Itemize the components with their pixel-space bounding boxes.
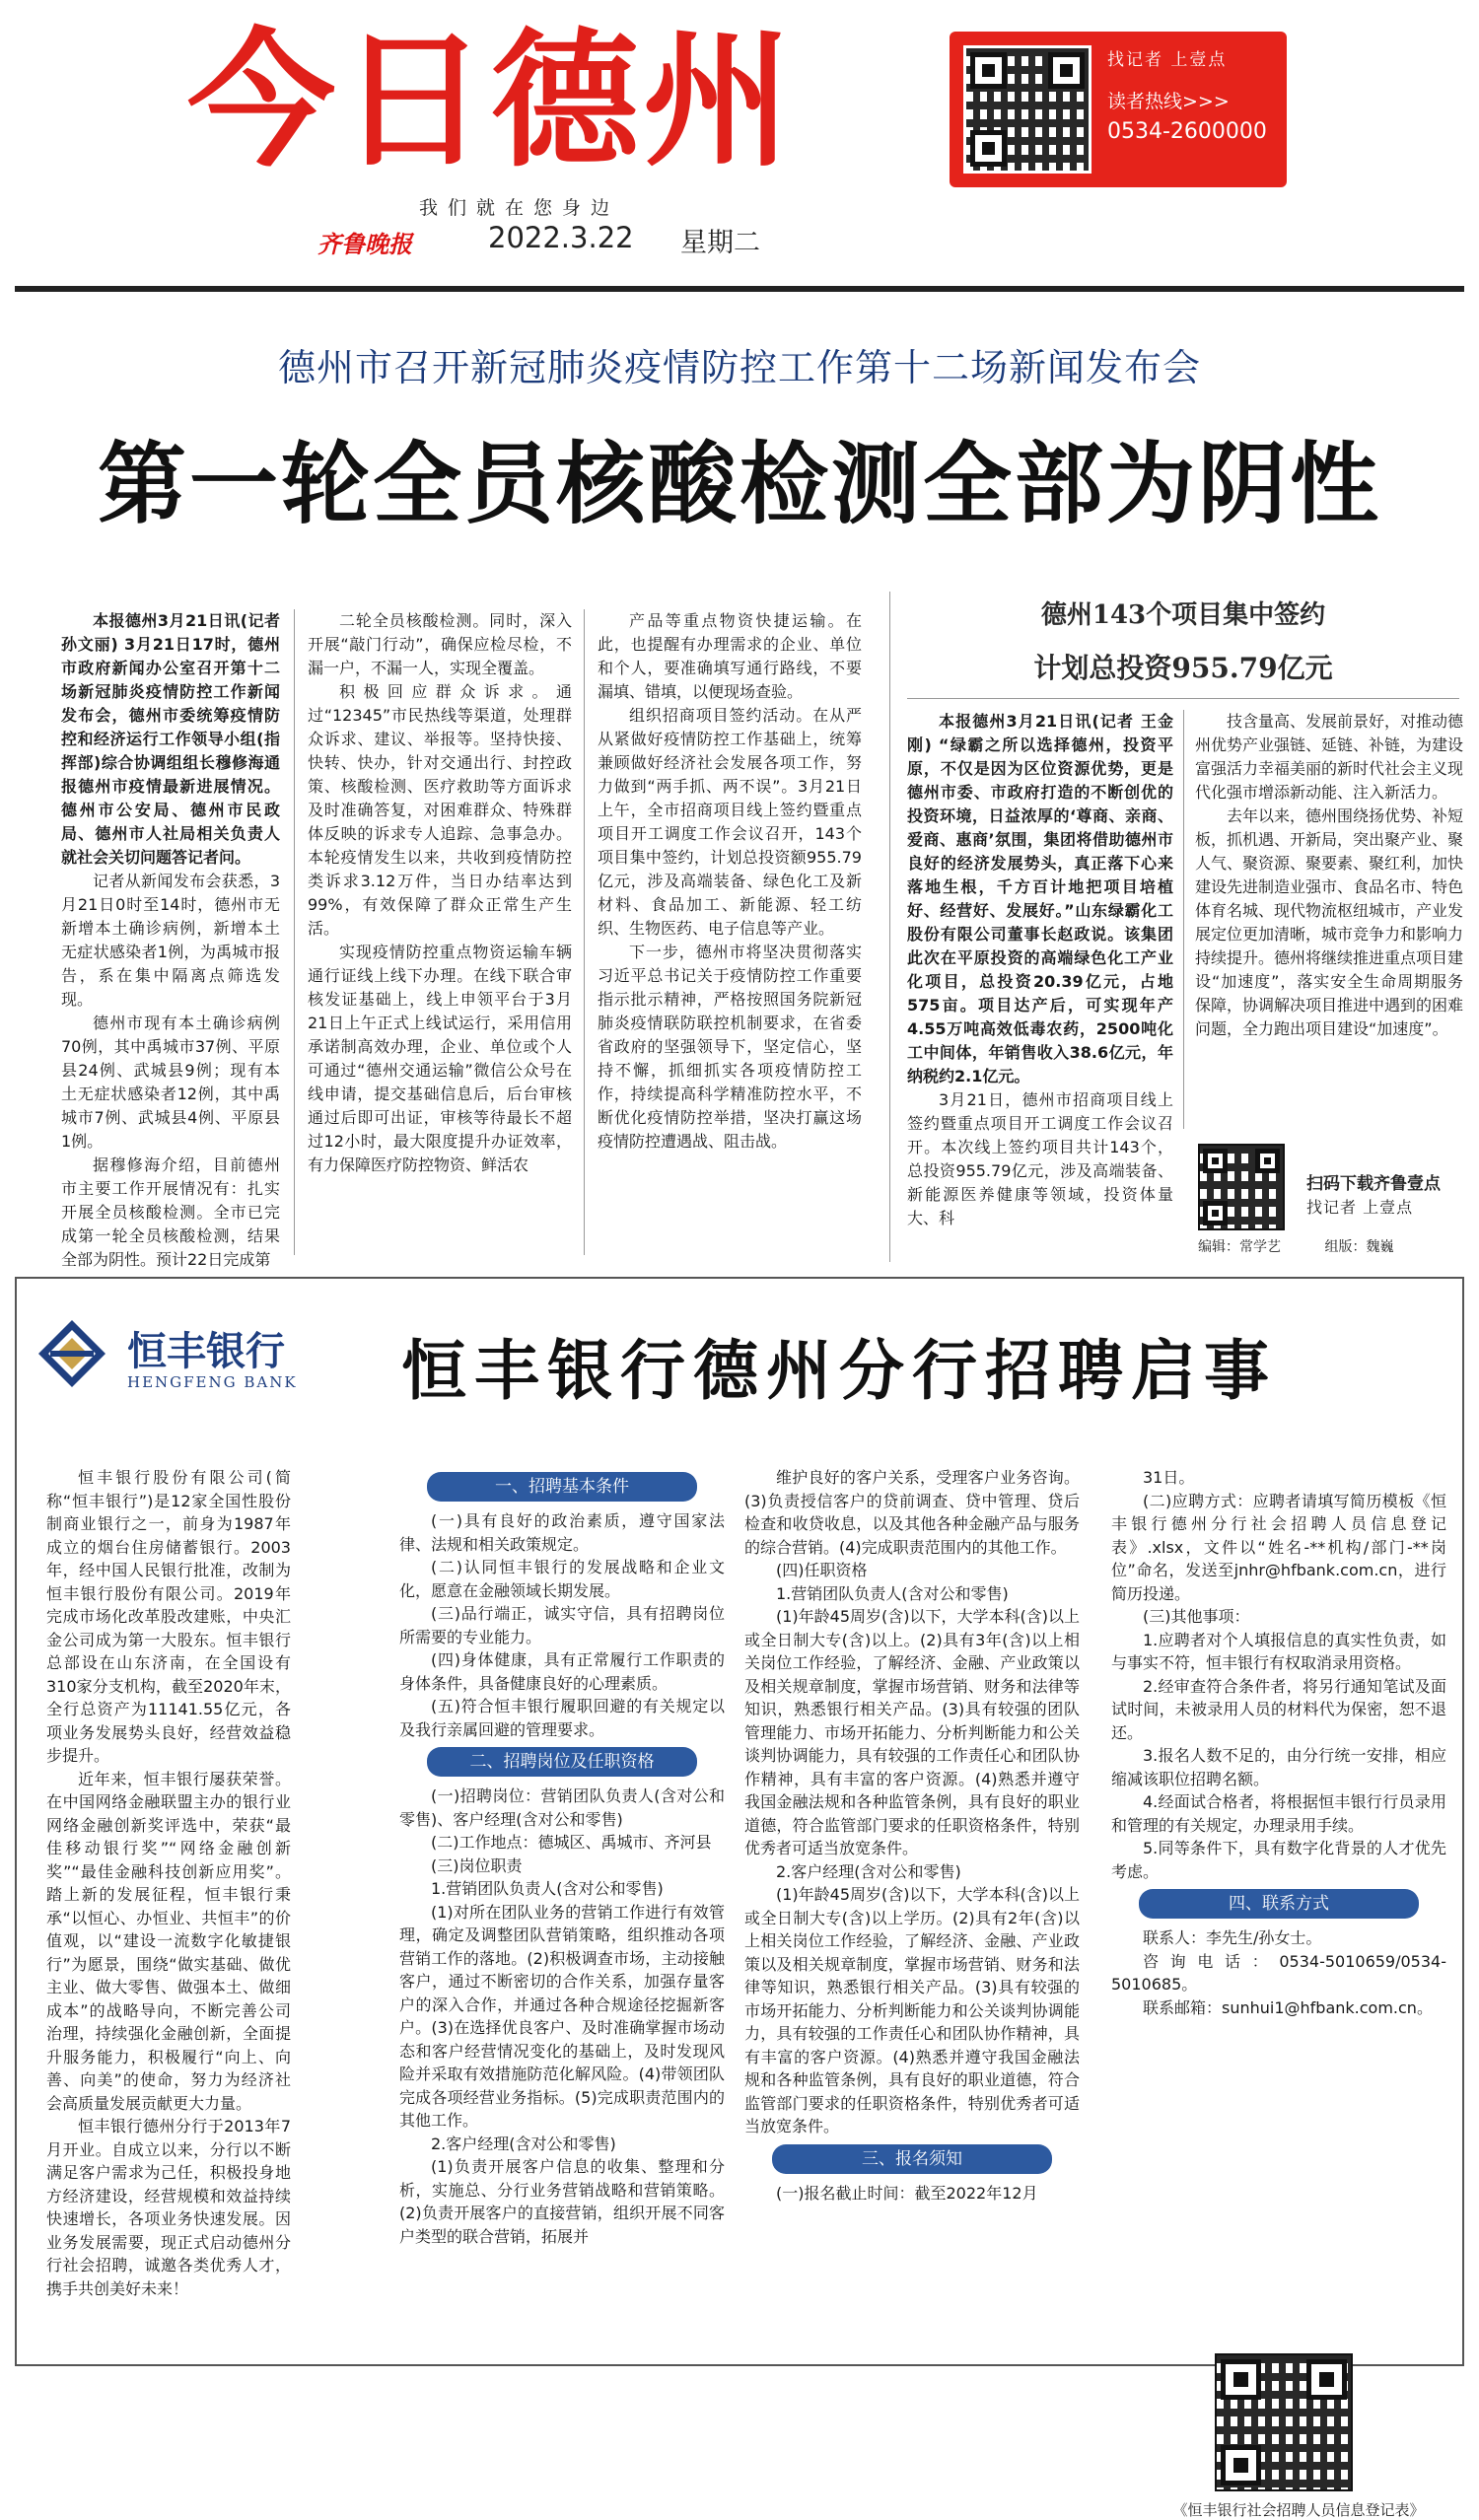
paragraph: 实现疫情防控重点物资运输车辆通行证线上线下办理。在线下联合审核发证基础上，线上申领平台于3月21日上午正式上线试运行，采用信用承诺制高效办理，企业、单位或个人可通过“德州交通运输”微信公众号在线申请，提交基础信息后，后台审核通过后即可出证，审核等待最长不超过12小时，最大限度提升办证效率，有力保障医疗防控物资、鲜活农 xyxy=(308,943,572,1174)
editor-credits xyxy=(1198,1236,1433,1256)
hotline-number: 0534-2600000 xyxy=(1107,119,1267,144)
ad-column-4 xyxy=(1111,1466,1446,2097)
designer-name: 组版：魏巍 xyxy=(1324,1239,1394,1255)
paragraph: 1.应聘者对个人填报信息的真实性负责，如与事实不符，恒丰银行有权取消录用资格。 xyxy=(1111,1630,1446,1672)
paragraph: 下一步，德州市将坚决贯彻落实习近平总书记关于疫情防控工作重要指示批示精神，严格按照国务院新冠肺炎疫情联防联控机制要求，在省委省政府的坚强领导下，坚定信心，坚持不懈，抓细抓实各项疫情防控工作，持续提高科学精准防控水平，不断优化疫情防控举措，坚决打赢这场疫情防控遭遇战、阻击战。 xyxy=(598,943,862,1151)
paragraph: 近年来，恒丰银行屡获荣誉。在中国网络金融联盟主办的银行业网络金融创新奖评选中，荣获“最佳移动银行奖”“网络金融创新奖”“最佳金融科技创新应用奖”。踏上新的发展征程，恒丰银行秉承“以恒心、办恒业、共恒丰”的价值观，以“建设一流数字化敏捷银行”为愿景，围绕“做实基础、做优主业、做大零售、做强本土、做细成本”的战略导向，不断完善公司治理，持续强化金融创新，全面提升服务能力，积极履行“向上、向善、向美”的使命，努力为经济社会高质量发展贡献更大力量。 xyxy=(46,1769,291,2113)
paragraph: 二轮全员核酸检测。同时，深入开展“敲门行动”，确保应检尽检，不漏一户，不漏一人，实现全覆盖。 xyxy=(308,611,572,677)
paragraph: 德州市现有本土确诊病例70例，其中禹城市37例、平原县24例、武城县9例；现有本土无症状感染者12例，其中禹城市7例、武城县4例、平原县1例。 xyxy=(61,1014,280,1151)
column-divider xyxy=(889,592,890,1262)
paragraph: (1)年龄45周岁(含)以下，大学本科(含)以上或全日制大专(含)以上学历。(2)具有2年(含)以上相关岗位工作经验，了解经济、金融、产业政策以及相关规章制度，掌握市场营销、财务和法律等知识，熟悉银行相关产品。(3)具有较强的市场开拓能力、分析判断能力和公关谈判协调能力，具有较强的工作责任心和团队协作精神，具有丰富的客户资源。(4)熟悉并遵守我国金融法规和各种监管条例，具有良好的职业道德，符合监管部门要求的任职资格条件，特别优秀者可适当放宽条件。 xyxy=(744,1885,1080,2135)
bank-name-cn: 恒丰银行 xyxy=(127,1329,285,1374)
hengfeng-bank-logo-icon xyxy=(36,1318,107,1389)
paragraph: 5.同等条件下，具有数字化背景的人才优先考虑。 xyxy=(1111,1839,1446,1881)
section-header-positions: 二、招聘岗位及任职资格 xyxy=(427,1747,697,1777)
masthead xyxy=(0,0,1479,296)
paragraph: (一)招聘岗位：营销团队负责人(含对公和零售)、客户经理(含对公和零售) xyxy=(399,1786,725,1829)
paragraph: (1)对所在团队业务的营销工作进行有效管理，确定及调整团队营销策略，组织推动各项营销工作的落地。(2)积极调查市场，主动接触客户，通过不断密切的合作关系，加强存量客户的深入合作，并通过各种合规途径挖掘新客户。(3)在选择优良客户、及时准确掌握市场动态和客户经营情况变化的基础上，及时发现风险并采取有效措施防范化解风险。(4)带领团队完成各项经营业务指标。(5)完成职责范围内的其他工作。 xyxy=(399,1902,725,2130)
paragraph: 去年以来，德州围绕扬优势、补短板，抓机遇、开新局，突出聚产业、聚人气、聚资源、聚要素、聚红利，加快建设先进制造业强市、食品名市、特色体育名城、现代物流枢纽城市，产业发展定位更加清晰，城市竞争力和影响力持续提升。德州将继续推进重点项目建设“加速度”，落实安全生命周期服务保障，协调解决项目推进中遇到的困难问题，全力跑出项目建设“加速度”。 xyxy=(1195,806,1464,1038)
paragraph: 恒丰银行德州分行于2013年7月开业。自成立以来，分行以不断满足客户需求为己任，积极投身地方经济建设，经营规模和效益持续快速增长，各项业务快速发展。因业务发展需要，现正式启动德州分行社会招聘，诚邀各类优秀人才，携手共创美好未来！ xyxy=(46,2117,291,2298)
masthead-qr-code-icon[interactable] xyxy=(963,45,1092,174)
paragraph: (二)工作地点：德城区、禹城市、齐河县 xyxy=(431,1833,712,1852)
lead-story-column-2 xyxy=(308,609,572,1260)
paragraph: 本报德州3月21日讯(记者 王金刚) “绿霸之所以选择德州，投资平原，不仅是因为区位资源优势，更是德州市委、市政府打造的不断创优的投资环境，日益浓厚的‘尊商、亲商、爱商、惠商’氛围，集团将借助德州市良好的经济发展势头，真正落下心来落地生根，千方百计地把项目培植好、经营好、发展好。”山东绿霸化工股份有限公司董事长赵政说。该集团此次在平原投资的高端绿色化工产业化项目，总投资20.39亿元，占地575亩。项目达产后，可实现年产4.55万吨高效低毒农药，2500吨化工中间体，年销售收入38.6亿元，年纳税约2.1亿元。 xyxy=(907,712,1173,1085)
reader-hotline-box xyxy=(950,32,1287,187)
paragraph: 联系人：李先生/孙女士。 xyxy=(1143,1928,1322,1947)
lead-story-column-1 xyxy=(61,609,280,1269)
issue-date: 2022.3.22 xyxy=(488,221,634,254)
paragraph: (二)应聘方式：应聘者请填写简历模板《恒丰银行德州分行社会招聘人员信息登记表》.xlsx，文件以“姓名-**机构/部门-**岗位”命名，发送至jnhr@hfbank.com.cn，进行简历投递。 xyxy=(1111,1491,1446,1603)
paragraph: 产品等重点物资快捷运输。在此，也提醒有办理需求的企业、单位和个人，要准确填写通行路线，不要漏填、错填，以便现场查验。 xyxy=(598,611,862,701)
ad-column-2 xyxy=(399,1466,725,2353)
masthead-slogan: 我们就在您身边 xyxy=(419,197,620,219)
editor-name: 编辑：常学艺 xyxy=(1198,1239,1281,1255)
column-divider xyxy=(1183,710,1184,1129)
application-form-qr-code-icon[interactable] xyxy=(1215,2353,1353,2491)
paragraph: (四)身体健康，具有正常履行工作职责的身体条件，具备健康良好的心理素质。 xyxy=(399,1650,725,1693)
bank-name-en: HENGFENG BANK xyxy=(127,1373,298,1391)
side-story-subtitle: 计划总投资955.79亿元 xyxy=(1033,652,1333,684)
paragraph: (二)认同恒丰银行的发展战略和企业文化，愿意在金融领域长期发展。 xyxy=(399,1558,725,1600)
scan-download-text: 扫码下载齐鲁壹点 xyxy=(1306,1174,1441,1194)
newspaper-logo-title: 今日德州 xyxy=(187,16,796,187)
side-story-title: 德州143个项目集中签约 xyxy=(1040,600,1326,630)
paragraph: (五)符合恒丰银行履职回避的有关规定以及我行亲属回避的管理要求。 xyxy=(399,1697,725,1739)
paragraph: 技含量高、发展前景好，对推动德州优势产业强链、延链、补链，为建设富强活力幸福美丽的新时代社会主义现代化强市增添新动能、注入新活力。 xyxy=(1195,712,1464,802)
side-story-column-2 xyxy=(1195,710,1463,1134)
paragraph: (1)负责开展客户信息的收集、整理和分析，实施总、分行业务营销战略和营销策略。(2)负责开展客户的直接营销，组织开展不同客户类型的联合营销，拓展并 xyxy=(399,2157,725,2246)
paragraph: 31日。 xyxy=(1143,1468,1195,1487)
section-header-contact: 四、联系方式 xyxy=(1139,1889,1419,1919)
hotline-slogan: 找记者 上壹点 xyxy=(1107,50,1228,70)
paragraph: (1)年龄45周岁(含)以下，大学本科(含)以上或全日制大专(含)以上。(2)具有3年(含)以上相关岗位工作经验，了解经济、金融、产业政策以及相关规章制度，掌握市场营销、财务和法律等知识，熟悉银行相关产品。(3)具有较强的团队管理能力、市场开拓能力、分析判断能力和公关谈判协调能力，具有较强的工作责任心和团队协作精神，具有丰富的客户资源。(4)熟悉并遵守我国金融法规和各种监管条例，具有良好的职业道德，符合监管部门要求的任职资格条件，特别优秀者可适当放宽条件。 xyxy=(744,1607,1080,1857)
paragraph: 2.经审查符合条件者，将另行通知笔试及面试时间，未被录用人员的材料代为保密，恕不退还。 xyxy=(1111,1676,1446,1742)
ad-title: 恒丰银行德州分行招聘启事 xyxy=(401,1332,1277,1409)
paragraph: 恒丰银行股份有限公司(简称“恒丰银行”)是12家全国性股份制商业银行之一，前身为1987年成立的烟台住房储蓄银行。2003年，经中国人民银行批准，改制为恒丰银行股份有限公司。2019年完成市场化改革股改建账，中央汇金公司成为第一大股东。恒丰银行总部设在山东济南，在全国设有310家分支机构，截至2020年末，全行总资产为11141.55亿元，各项业务发展势头良好，经营效益稳步提升。 xyxy=(46,1468,291,1765)
paragraph: 3.报名人数不足的，由分行统一安排，相应缩减该职位招聘名额。 xyxy=(1111,1746,1446,1788)
paragraph: (三)其他事项： xyxy=(1143,1607,1250,1626)
column-divider xyxy=(584,609,585,1255)
scan-slogan-text: 找记者 上壹点 xyxy=(1306,1198,1414,1217)
paragraph: 记者从新闻发布会获悉，3月21日0时至14时，德州市无新增本土确诊病例，新增本土无症状感染者1例，为禹城市报告，系在集中隔离点筛选发现。 xyxy=(61,872,280,1009)
paragraph: (三)岗位职责 xyxy=(431,1855,523,1875)
paragraph: 组织招商项目签约活动。在从严从紧做好疫情防控工作基础上，统筹兼顾做好经济社会发展各项工作，努力做到“两手抓、两不误”。3月21日上午，全市招商项目线上签约暨重点项目开工调度工作会议召开，143个项目集中签约，计划总投资额955.79亿元，涉及高端装备、绿色化工及新材料、食品加工、新能源、轻工纺织、生物医药、电子信息等产业。 xyxy=(598,706,862,938)
lead-story-column-3 xyxy=(598,609,862,1260)
lead-headline: 第一轮全员核酸检测全部为阴性 xyxy=(98,432,1381,536)
column-divider xyxy=(294,609,295,1255)
paragraph: 维护良好的客户关系，受理客户业务咨询。(3)负责授信客户的贷前调查、贷中管理、贷后检查和收贷收息，以及其他各种金融产品与服务的综合营销。(4)完成职责范围内的其他工作。 xyxy=(744,1468,1080,1557)
lead-kicker: 德州市召开新冠肺炎疫情防控工作第十二场新闻发布会 xyxy=(277,346,1201,389)
paragraph: (四)任职资格 xyxy=(776,1561,868,1579)
hotline-label: 读者热线>>> xyxy=(1107,91,1230,112)
masthead-divider xyxy=(15,286,1464,292)
recruitment-ad xyxy=(15,1277,1464,2519)
section-header-requirements: 一、招聘基本条件 xyxy=(427,1472,697,1502)
ad-column-3 xyxy=(744,1466,1080,2353)
paragraph: 2.客户经理(含对公和零售) xyxy=(431,2134,616,2153)
side-story-column-1 xyxy=(907,710,1173,1262)
paragraph: (一)报名截止时间：截至2022年12月 xyxy=(776,2183,1038,2203)
paper-name-logo: 齐鲁晚报 xyxy=(317,230,412,258)
paragraph: 1.营销团队负责人(含对公和零售) xyxy=(431,1879,664,1898)
paragraph: 咨询电话：0534-5010659/0534-5010685。 xyxy=(1111,1951,1446,1994)
side-story-divider xyxy=(907,698,1459,699)
app-download-qr-code-icon[interactable] xyxy=(1198,1144,1285,1230)
paragraph: 1.营销团队负责人(含对公和零售) xyxy=(776,1583,1009,1603)
paragraph: (三)品行端正，诚实守信，具有招聘岗位所需要的专业能力。 xyxy=(399,1604,725,1646)
ad-column-1 xyxy=(46,1466,291,2353)
paragraph: 本报德州3月21日讯(记者 孙文丽) 3月21日17时，德州市政府新闻办公室召开第十二场新冠肺炎疫情防控工作新闻发布会，德州市委统筹疫情防控和经济运行工作领导小组(指挥部)综合协调组组长穆修海通报德州市疫情最新进展情况。德州市公安局、德州市民政局、德州市人社局相关负责人就社会关切问题答记者问。 xyxy=(61,611,280,867)
paragraph: 据穆修海介绍，目前德州市主要工作开展情况有：扎实开展全员核酸检测。全市已完成第一轮全员核酸检测，结果全部为阴性。预计22日完成第 xyxy=(61,1155,280,1269)
paragraph: 3月21日，德州市招商项目线上签约暨重点项目开工调度工作会议召开。本次线上签约项目共计143个，总投资955.79亿元，涉及高端装备、新能源医养健康等领域，投资体量大、科 xyxy=(907,1090,1173,1227)
paragraph: 2.客户经理(含对公和零售) xyxy=(776,1861,961,1881)
paragraph: 联系邮箱：sunhui1@hfbank.com.cn。 xyxy=(1143,1997,1433,2017)
paragraph: 4.经面试合格者，将根据恒丰银行行员录用和管理的有关规定，办理录用手续。 xyxy=(1111,1792,1446,1835)
section-header-application: 三、报名须知 xyxy=(772,2144,1052,2174)
paragraph: 积极回应群众诉求。通过“12345”市民热线等渠道，处理群众诉求、建议、举报等。坚持快接、快转、快办，针对交通出行、封控政策、核酸检测、医疗救助等方面诉求及时准确答复，对困难群众、特殊群体反映的诉求专人追踪、急事急办。本轮疫情发生以来，共收到疫情防控类诉求3.12万件，当日办结率达到99%，有效保障了群众正常生产生活。 xyxy=(308,682,572,938)
paragraph: (一)具有良好的政治素质，遵守国家法律、法规和相关政策规定。 xyxy=(399,1511,725,1554)
issue-weekday: 星期二 xyxy=(680,228,760,258)
qr-caption: 《恒丰银行社会招聘人员信息登记表》 xyxy=(1172,2501,1425,2519)
